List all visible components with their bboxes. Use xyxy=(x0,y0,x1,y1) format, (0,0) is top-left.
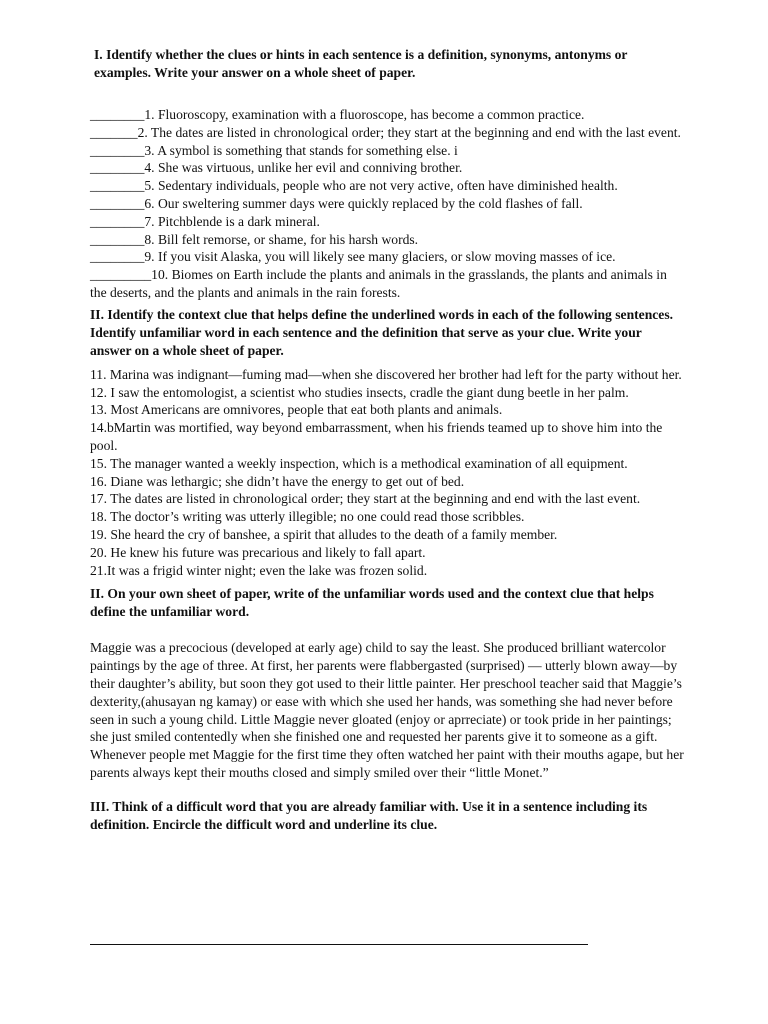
list-item xyxy=(90,231,686,249)
list-item xyxy=(90,177,686,195)
list-item: 20. He knew his future was precarious and likely to fall apart. xyxy=(90,544,426,560)
list-item xyxy=(90,106,686,124)
item-text: 6. Our sweltering summer days were quickly replaced by the cold flashes of fall. xyxy=(144,195,583,211)
section-4-heading: III. Think of a difficult word that you are already familiar with. Use it in a sentence including its definition. Encircle the difficult word and underline its clue. xyxy=(90,798,648,832)
list-item: 16. Diane was lethargic; she didn’t have the energy to get out of bed. xyxy=(90,473,465,489)
section-1-items xyxy=(90,106,686,302)
list-item xyxy=(90,159,686,177)
answer-blank: ________ xyxy=(90,213,145,229)
answer-blank: ________ xyxy=(90,142,145,158)
list-item: 11. Marina was indignant—fuming mad—when she discovered her brother had left for the party without her. xyxy=(90,366,682,382)
list-item: 17. The dates are listed in chronological order; they start at the beginning and end with the last event. xyxy=(90,491,641,507)
answer-blank: ________ xyxy=(90,107,145,122)
item-text: 3. A symbol is something that stands for something else. i xyxy=(144,142,458,158)
list-item xyxy=(90,266,686,302)
item-text: 4. She was virtuous, unlike her evil and conniving brother. xyxy=(144,160,463,176)
list-item: 18. The doctor’s writing was utterly illegible; no one could read those scribbles. xyxy=(90,509,525,525)
answer-blank: _________ xyxy=(90,267,152,283)
section-1-heading: I. Identify whether the clues or hints in each sentence is a definition, synonyms, antonyms or examples. Write your answer on a whole sheet of paper. xyxy=(94,47,628,80)
answer-line xyxy=(90,944,588,945)
list-item: 13. Most Americans are omnivores, people that eat both plants and animals. xyxy=(90,402,503,418)
section-2-heading: II. Identify the context clue that helps define the underlined words in each of the following sentences. Identify unfamiliar word in each sentence and the definition that serve as your clue. Write your answer on a whole sheet of paper. xyxy=(90,306,674,358)
worksheet-page xyxy=(90,46,686,834)
answer-blank: ________ xyxy=(90,178,145,194)
list-item xyxy=(90,213,686,231)
list-item: 15. The manager wanted a weekly inspection, which is a methodical examination of all equipment. xyxy=(90,455,628,471)
story-paragraph: Maggie was a precocious (developed at early age) child to say the least. She produced brilliant watercolor paintings by the age of three. At first, her parents were flabbergasted (surprised) — utterly blown away—by their daughter’s ability, but soon they got used to their little painter. Her preschool teacher said that Maggie’s dexterity,(ahusayan ng kamay) or ease with which she used her hands, was something she had never before seen in such a young child. Little Maggie never gloated (enjoy or aprreciate) or took pride in her paintings; she just smiled contentedly when she finished one and requested her parents give it to someone as a gift. Whenever people met Maggie for the first time they often watched her paint with their mouths agape, but her parents always kept their mouths closed and simply smiled over their “little Monet.” xyxy=(90,640,684,780)
list-item: 19. She heard the cry of banshee, a spirit that alludes to the death of a family member. xyxy=(90,526,558,542)
item-text: 1. Fluoroscopy, examination with a fluoroscope, has become a common practice. xyxy=(144,107,585,122)
section-3-heading: II. On your own sheet of paper, write of the unfamiliar words used and the context clue that helps define the unfamiliar word. xyxy=(90,586,654,620)
item-text: 9. If you visit Alaska, you will likely see many glaciers, or slow moving masses of ice. xyxy=(144,249,616,265)
list-item: 12. I saw the entomologist, a scientist who studies insects, cradle the giant dung beetle in her palm. xyxy=(90,384,629,400)
list-item xyxy=(90,248,686,266)
answer-blank: ________ xyxy=(90,160,145,176)
list-item: 14.bMartin was mortified, way beyond embarrassment, when his friends teamed up to shove him into the pool. xyxy=(90,420,663,453)
list-item: 21.It was a frigid winter night; even the lake was frozen solid. xyxy=(90,562,428,578)
item-text: 10. Biomes on Earth include the plants and animals in the grasslands, the plants and animals in the deserts, and the plants and animals in the rain forests. xyxy=(90,267,667,300)
list-item xyxy=(90,195,686,213)
item-text: 8. Bill felt remorse, or shame, for his harsh words. xyxy=(144,231,419,247)
answer-blank: ________ xyxy=(90,195,145,211)
item-text: 2. The dates are listed in chronological order; they start at the beginning and end with the last event. xyxy=(137,124,681,140)
list-item xyxy=(90,142,686,160)
section-2-items xyxy=(90,366,686,580)
list-item xyxy=(90,124,686,142)
answer-blank: ________ xyxy=(90,249,145,265)
answer-blank: _______ xyxy=(90,124,138,140)
item-text: 5. Sedentary individuals, people who are not very active, often have diminished health. xyxy=(144,178,618,194)
answer-blank: ________ xyxy=(90,231,145,247)
item-text: 7. Pitchblende is a dark mineral. xyxy=(144,213,320,229)
